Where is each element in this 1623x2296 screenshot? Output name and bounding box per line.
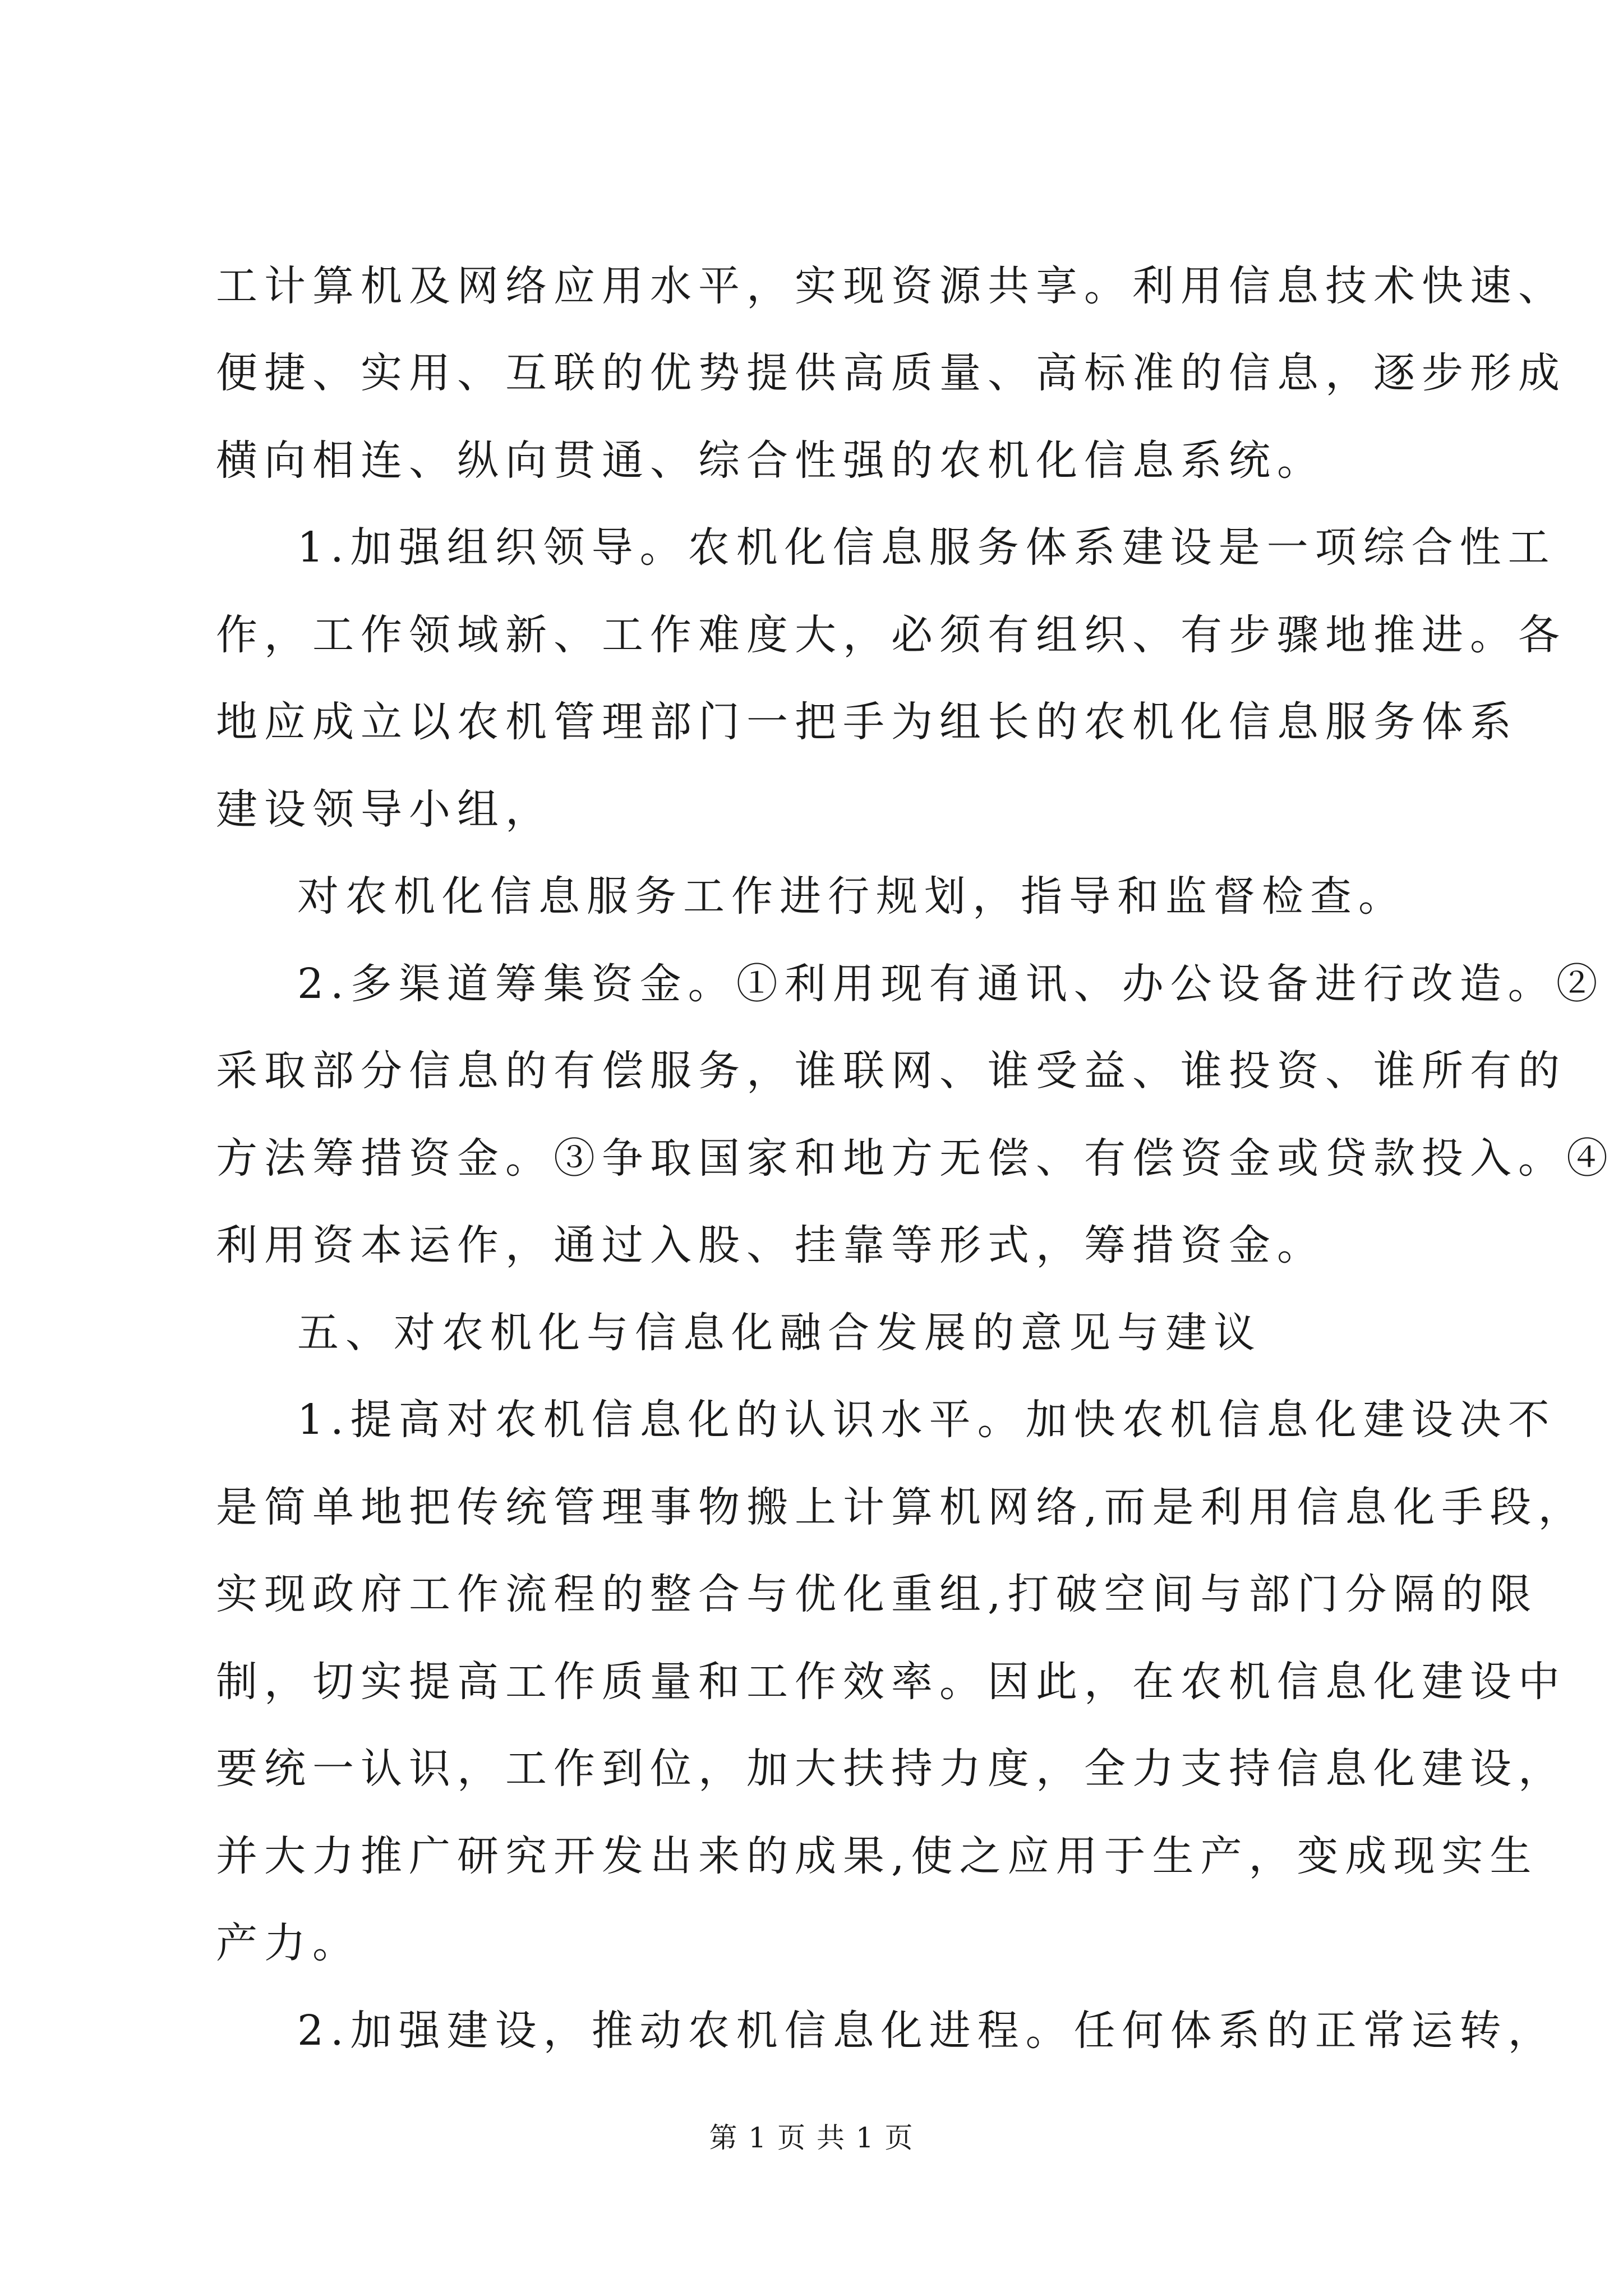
text-line: 1.提高对农机信息化的认识水平。加快农机信息化建设决不: [297, 1396, 1556, 1444]
text-line: 建设领导小组，: [216, 785, 554, 834]
text-line: 采取部分信息的有偿服务，谁联网、谁受益、谁投资、谁所有的: [216, 1047, 1566, 1095]
text-line: 制，切实提高工作质量和工作效率。因此，在农机信息化建设中: [216, 1658, 1566, 1706]
text-line: 实现政府工作流程的整合与优化重组,打破空间与部门分隔的限: [216, 1570, 1538, 1618]
text-line: 对农机化信息服务工作进行规划，指导和监督检查。: [297, 872, 1407, 921]
text-line: 工计算机及网络应用水平，实现资源共享。利用信息技术快速、: [216, 262, 1566, 310]
text-line: 是简单地把传统管理事物搬上计算机网络,而是利用信息化手段，: [216, 1483, 1587, 1531]
section-heading: 五、对农机化与信息化融合发展的意见与建议: [297, 1309, 1262, 1357]
text-line: 方法筹措资金。③争取国家和地方无偿、有偿资金或贷款投入。④: [216, 1134, 1615, 1182]
text-line: 1.加强组织领导。农机化信息服务体系建设是一项综合性工: [297, 523, 1556, 572]
page-number-footer: 第 1 页 共 1 页: [709, 2122, 914, 2154]
text-line: 利用资本运作，通过入股、挂靠等形式，筹措资金。: [216, 1221, 1325, 1269]
text-line: 作，工作领域新、工作难度大，必须有组织、有步骤地推进。各: [216, 611, 1566, 659]
text-line: 并大力推广研究开发出来的成果,使之应用于生产，变成现实生: [216, 1832, 1538, 1880]
text-line: 横向相连、纵向贯通、综合性强的农机化信息系统。: [216, 436, 1325, 485]
text-line: 要统一认识，工作到位，加大扶持力度，全力支持信息化建设，: [216, 1745, 1566, 1793]
text-line: 便捷、实用、互联的优势提供高质量、高标准的信息，逐步形成: [216, 349, 1566, 397]
text-line: 产力。: [216, 1919, 361, 1967]
text-line: 2.多渠道筹集资金。①利用现有通讯、办公设备进行改造。②: [297, 960, 1604, 1008]
text-line: 2.加强建设，推动农机信息化进程。任何体系的正常运转，: [297, 2007, 1556, 2055]
text-line: 地应成立以农机管理部门一把手为组长的农机化信息服务体系: [216, 698, 1518, 746]
